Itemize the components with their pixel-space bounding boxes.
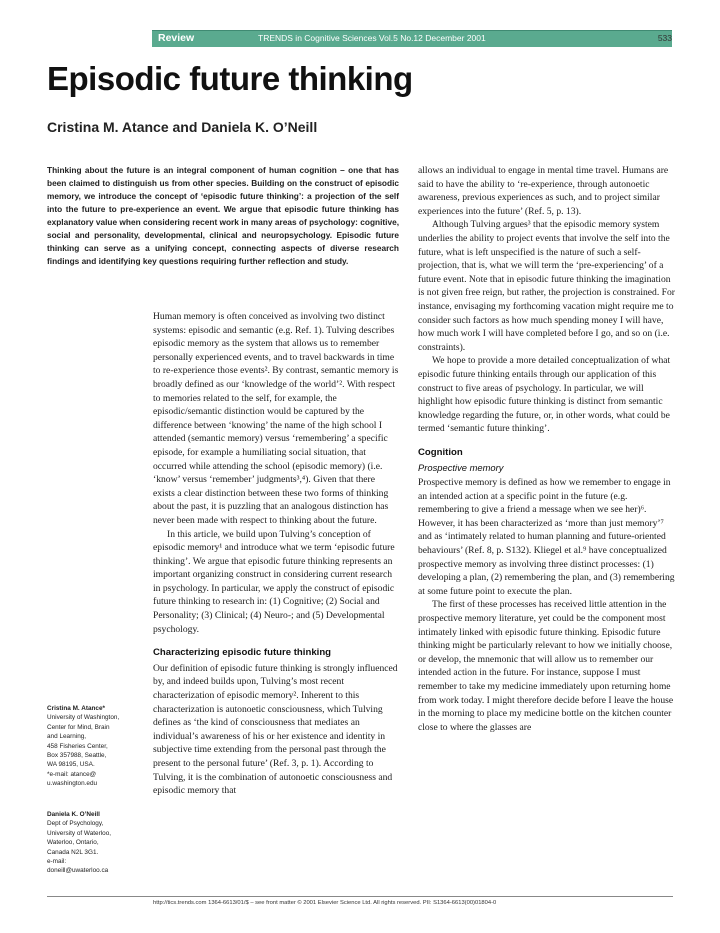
affiliation-name: Daniela K. O’Neill: [47, 811, 100, 818]
article-title: Episodic future thinking: [47, 60, 413, 97]
affiliation-email: doneill@uwaterloo.ca: [47, 867, 109, 875]
abstract: Thinking about the future is an integral component of human cognition – one that has been claimed to distinguish us from other species. Building on the construct of episodic memory, we introduce the concept of ‘episodic future thinking’: a projection of the self into the future to pre-experience an event. We argue that episodic future thinking has explanatory value when considering recent work in many areas of psychology: cognitive, social and personality, developmental, clinical and neuropsychology. Episodic future thinking can serve as a unifying concept, connecting aspects of diverse research findings and identifying key questions requiring further reflection and study.: [47, 165, 399, 266]
affiliation-email: e-mail:: [47, 858, 67, 866]
author-affiliation: [47, 810, 145, 876]
journal-citation: TRENDS in Cognitive Sciences Vol.5 No.12 December 2001: [258, 33, 486, 43]
affiliation-line: Center for Mind, Brain: [47, 723, 110, 731]
affiliation-line: Dept of Psychology,: [47, 820, 104, 828]
affiliation-line: Canada N2L 3G1.: [47, 848, 99, 856]
page-number: 533: [657, 33, 672, 43]
body-paragraph: Our definition of episodic future thinking is strongly influenced by, and indeed builds upon, Tulving’s most recent characterization of episodic memory². Inherent to this characterization is autonoetic consciousness, which Tulving defines as ‘the kind of consciousness that mediates an individual’s awareness of his or her existence and identity in subjective time extending from the personal past through the present to the personal future’ (Ref. 3, p. 1). According to Tulving, it is the combination of autonoetic consciousness and episodic memory that: [153, 662, 398, 797]
affiliation-line: University of Washington,: [47, 714, 120, 722]
affiliation-line: University of Waterloo,: [47, 829, 112, 837]
affiliation-email: *e-mail: atance@: [47, 770, 97, 778]
affiliation-email: u.washington.edu: [47, 780, 98, 788]
section-heading: Cognition: [418, 446, 463, 458]
body-paragraph: We hope to provide a more detailed conceptualization of what episodic future thinking entails through our application of this construct to five areas of psychology. In particular, we will highlight how episodic future thinking is distinct from semantic knowledge regarding the future, or, in other words, what could be termed ‘semantic future thinking’.: [418, 355, 671, 435]
body-paragraph: Prospective memory is defined as how we remember to engage in an intended action at a specific point in the future (e.g. remembering to give a friend a message when we see her)⁶. However, it has been characterized as ‘more than just memory’⁷ and as ‘intimately related to human planning and future-oriented behaviours’ (Ref. 8, p. S132). Kliegel et al.⁹ have conceptualized prospective memory as involving three distinct processes: (1) developing a plan, (2) remembering the plan, and (3) remembering at some future point to execute the plan.: [418, 477, 675, 597]
affiliation-line: and Learning,: [47, 733, 87, 741]
affiliation-line: 458 Fisheries Center,: [47, 742, 108, 750]
article-authors: Cristina M. Atance and Daniela K. O’Neill: [47, 119, 318, 135]
journal-header-bar: [152, 30, 672, 47]
subsection-heading: Prospective memory: [418, 462, 504, 474]
body-paragraph: allows an individual to engage in mental time travel. Humans are said to have the ability to ‘re-experience, through autonoetic awareness, previous experiences as such, and to project similar experiences into the future’ (Ref. 5, p. 13).: [418, 165, 669, 217]
body-paragraph: Human memory is often conceived as involving two distinct systems: episodic and semantic (e.g. Ref. 1). Tulving describes episodic memory as the system that allows us to remember personally experienced events, and to travel backwards in time to re-experience those events². By contrast, semantic memory is broadly defined as our ‘knowledge of the world’². With respect to memories related to the self, for example, the episodic/semantic distinction would be captured by the difference between ‘knowing’ the name of the high school I attended (semantic memory) versus ‘remembering’ a specific episode, for example a humiliating social situation, that occurred while attending the school (episodic memory) (i.e. ‘know’ versus ‘remember’ judgments³,⁴). Given that there exists a clear distinction between these two forms of thinking about the past, it is puzzling that an analogous distinction has never been made with respect to thinking about the future.: [153, 311, 399, 526]
affiliation-name: Cristina M. Atance*: [47, 705, 106, 712]
body-paragraph: Although Tulving argues³ that the episodic memory system underlies the ability to project events that involve the self into the future, what is left unspecified is the nature of such a self-projection, that is, what we will term the ‘pre-experiencing’ of a future event. Note that in episodic future thinking the imagination is not given free reign, but rather, the projection is constrained. For instance, envisaging my forthcoming vacation might require me to consider such factors as how much spending money I will have, how much work I will have completed before I go, and so on (i.e. constraints).: [418, 219, 675, 353]
footer-divider: [47, 896, 673, 897]
footer-citation: http://tics.trends.com 1364-6613/01/$ – see front matter © 2001 Elsevier Science Ltd. All rights reserved. PII: S1364-6613(00)01804-0: [153, 900, 497, 906]
body-column-right: [418, 164, 676, 734]
body-paragraph: In this article, we build upon Tulving’s conception of episodic memory¹ and introduce what we term ‘episodic future thinking’. We argue that episodic future thinking represents an important organizing construct in considering current research in psychology. In particular, we apply the construct of episodic future thinking to research in: (1) Cognitive; (2) Social and Personality; (3) Clinical; (4) Neuro-; and (5) Developmental psychology.: [153, 528, 395, 635]
body-paragraph: The first of these processes has received little attention in the prospective memory literature, yet could be the component most intimately linked with episodic future thinking. Episodic future thinking might be particularly relevant to how we initially choose, or develop, the mnemonic that will allow us to remember our intended action in the future. For instance, suppose I must remember to take my medicine immediately upon returning home from work today. I might therefore decide before I leave the house in the morning to place my medicine bottle on the kitchen counter close to where the glasses are: [418, 599, 674, 733]
section-label: Review: [158, 32, 195, 44]
author-affiliation: [47, 704, 145, 789]
body-column-left: [153, 310, 399, 798]
affiliation-line: WA 98195, USA.: [47, 761, 95, 769]
section-heading: Characterizing episodic future thinking: [153, 647, 332, 659]
affiliation-line: Box 357988, Seattle,: [47, 752, 107, 760]
affiliation-line: Waterloo, Ontario,: [47, 839, 99, 847]
